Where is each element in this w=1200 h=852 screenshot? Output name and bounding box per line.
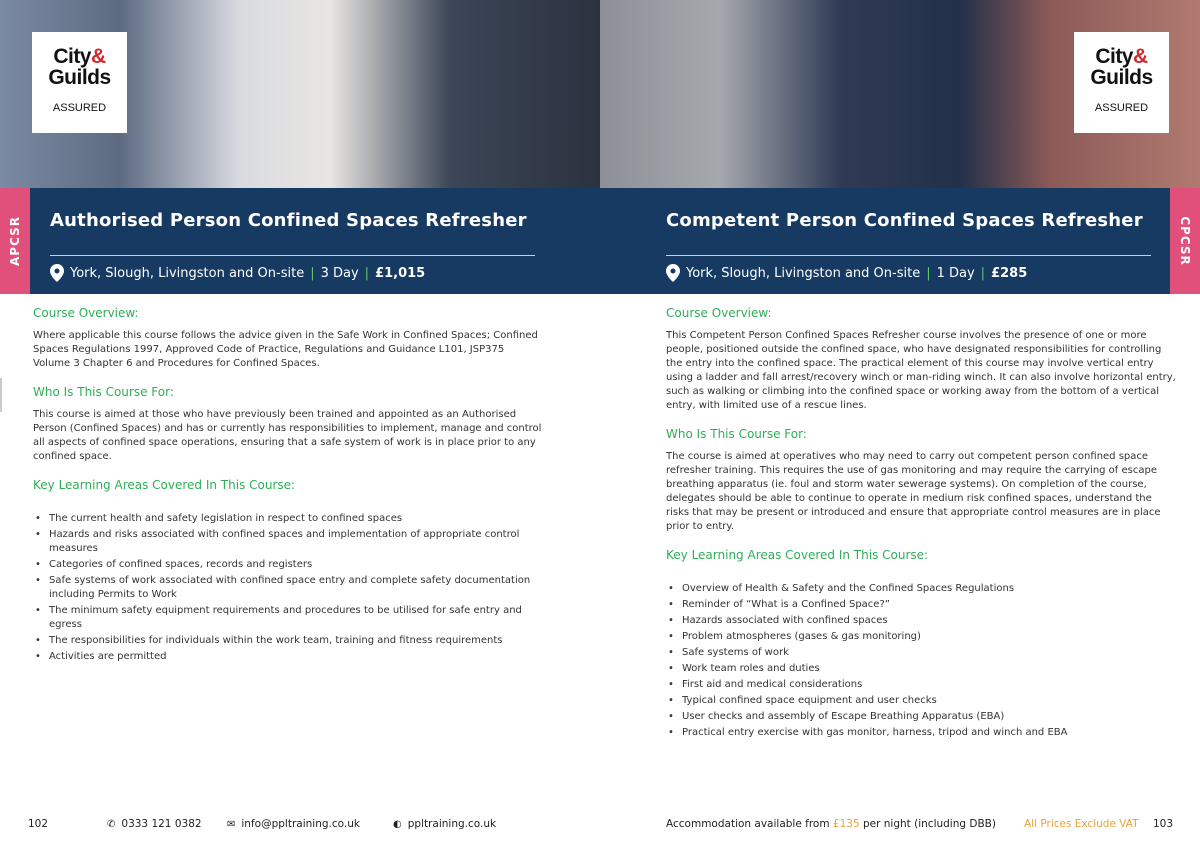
- logo-text-city: City: [53, 45, 91, 68]
- course-duration: 3 Day: [320, 265, 359, 281]
- course-code: CPCSR: [1178, 216, 1193, 266]
- logo-ampersand: &: [1133, 45, 1148, 68]
- course-price: £1,015: [375, 265, 426, 281]
- page-edge-marker: [0, 378, 2, 412]
- accommodation-suffix: per night (including DBB): [863, 818, 996, 830]
- meta-separator: |: [364, 265, 370, 281]
- section-heading-key-learning: Key Learning Areas Covered In This Course:: [33, 478, 296, 492]
- section-heading-audience: Who Is This Course For:: [666, 427, 807, 441]
- footer-website[interactable]: [393, 818, 496, 830]
- course-code-tab: [1170, 188, 1200, 294]
- logo-text-guilds: Guilds: [48, 66, 111, 89]
- title-divider: [50, 255, 535, 256]
- meta-separator: |: [926, 265, 931, 281]
- overview-text: Where applicable this course follows the advice given in the Safe Work in Confined Spaces; Confined Spaces Regulations 1997, Approved Code of Practice, Regulations and Guidance L101, JSP375 Volume 3 Chapter 6 and Procedures for Confined Spaces.: [33, 330, 538, 369]
- footer-email[interactable]: [227, 818, 360, 830]
- list-item: • Activities are permitted: [33, 650, 543, 664]
- city-guilds-logo: [32, 32, 127, 133]
- course-duration: 1 Day: [936, 265, 975, 281]
- location-pin-icon: [50, 264, 64, 282]
- list-item: • Practical entry exercise with gas monitor, harness, tripod and winch and EBA: [666, 726, 1176, 740]
- email-address: info@ppltraining.co.uk: [241, 818, 360, 830]
- key-learning-list: [666, 582, 1176, 740]
- page-number-left: 102: [28, 818, 49, 830]
- phone-icon: ✆: [107, 818, 116, 830]
- course-details-left: [33, 306, 543, 666]
- page-number-right: 103: [1153, 818, 1174, 830]
- logo-text-city: City: [1095, 45, 1133, 68]
- meta-separator: |: [980, 265, 986, 281]
- logo-assured-label: ASSURED: [52, 102, 107, 114]
- accommodation-note: [666, 818, 996, 830]
- course-title: Competent Person Confined Spaces Refresher: [666, 210, 1143, 231]
- logo-ampersand: &: [91, 45, 106, 68]
- list-item: • Safe systems of work: [666, 646, 1176, 660]
- section-heading-overview: Course Overview:: [33, 306, 139, 320]
- accommodation-prefix: Accommodation available from: [666, 818, 830, 830]
- accommodation-price: £135: [832, 818, 860, 830]
- section-heading-overview: Course Overview:: [666, 306, 772, 320]
- logo-assured-label: ASSURED: [1094, 102, 1149, 114]
- course-locations: York, Slough, Livingston and On-site: [70, 265, 305, 281]
- course-price: £285: [991, 265, 1028, 281]
- overview-text: This Competent Person Confined Spaces Refresher course involves the presence of one or more people, positioned outside the confined space, who have designated responsibilities for controlling the entry into the confined space. The practical element of this course may involve vertical entry using a ladder and fall arrest/recovery winch or man-riding winch. It can also involve horizontal entry, such as walking or climbing into the confined space or working away from the bottom of a vertical entry, with limited use of a rescue lines.: [666, 330, 1176, 411]
- list-item: • Categories of confined spaces, records and registers: [33, 558, 543, 572]
- course-code: APCSR: [8, 216, 22, 266]
- globe-icon: ◐: [393, 818, 402, 830]
- website-link: ppltraining.co.uk: [407, 818, 497, 830]
- list-item: • Reminder of “What is a Confined Space?”: [666, 598, 1176, 612]
- list-item: • The responsibilities for individuals within the work team, training and fitness requirements: [33, 634, 543, 648]
- meta-separator: |: [310, 265, 315, 281]
- phone-number: 0333 121 0382: [121, 818, 202, 830]
- section-heading-audience: Who Is This Course For:: [33, 385, 174, 399]
- city-guilds-logo: [1074, 32, 1169, 133]
- vat-note: All Prices Exclude VAT: [1024, 818, 1139, 830]
- course-locations: York, Slough, Livingston and On-site: [686, 265, 921, 281]
- list-item: • Safe systems of work associated with confined space entry and complete safety documentation including Permits to Work: [33, 574, 543, 602]
- key-learning-list: [33, 512, 543, 664]
- course-meta: [50, 264, 425, 282]
- list-item: • User checks and assembly of Escape Breathing Apparatus (EBA): [666, 710, 1176, 724]
- list-item: • Hazards and risks associated with confined spaces and implementation of appropriate control measures: [33, 528, 543, 556]
- audience-text: The course is aimed at operatives who may need to carry out competent person confined space refresher training. This requires the use of gas monitoring and may require the carrying of escape breathing apparatus (ie. foul and storm water sewerage systems). On completion of the course, delegates should be able to continue to operate in medium risk confined spaces, understand the risks that may be present or introduced and ensure that appropriate control measures are in place prior to entry.: [666, 451, 1161, 532]
- list-item: • First aid and medical considerations: [666, 678, 1176, 692]
- envelope-icon: ✉: [227, 818, 236, 830]
- list-item: • Typical confined space equipment and user checks: [666, 694, 1176, 708]
- list-item: • Work team roles and duties: [666, 662, 1176, 676]
- course-title: Authorised Person Confined Spaces Refresher: [50, 210, 527, 231]
- location-pin-icon: [666, 264, 680, 282]
- course-details-right: [666, 306, 1176, 742]
- course-code-tab: [0, 188, 30, 294]
- list-item: • Problem atmospheres (gases & gas monitoring): [666, 630, 1176, 644]
- section-heading-key-learning: Key Learning Areas Covered In This Course:: [666, 548, 929, 562]
- list-item: • Overview of Health & Safety and the Confined Spaces Regulations: [666, 582, 1176, 596]
- audience-text: This course is aimed at those who have previously been trained and appointed as an Authorised Person (Confined Spaces) and has or currently has responsibilities to implement, manage and control all aspects of confined space operations, ensuring that a safe system of work is in place prior to any confined space.: [33, 409, 542, 462]
- footer-phone[interactable]: [107, 818, 202, 830]
- title-divider: [666, 255, 1151, 256]
- list-item: • The current health and safety legislation in respect to confined spaces: [33, 512, 543, 526]
- list-item: • The minimum safety equipment requirements and procedures to be utilised for safe entry and egress: [33, 604, 543, 632]
- course-meta: [666, 264, 1027, 282]
- logo-text-guilds: Guilds: [1090, 66, 1153, 89]
- list-item: • Hazards associated with confined spaces: [666, 614, 1176, 628]
